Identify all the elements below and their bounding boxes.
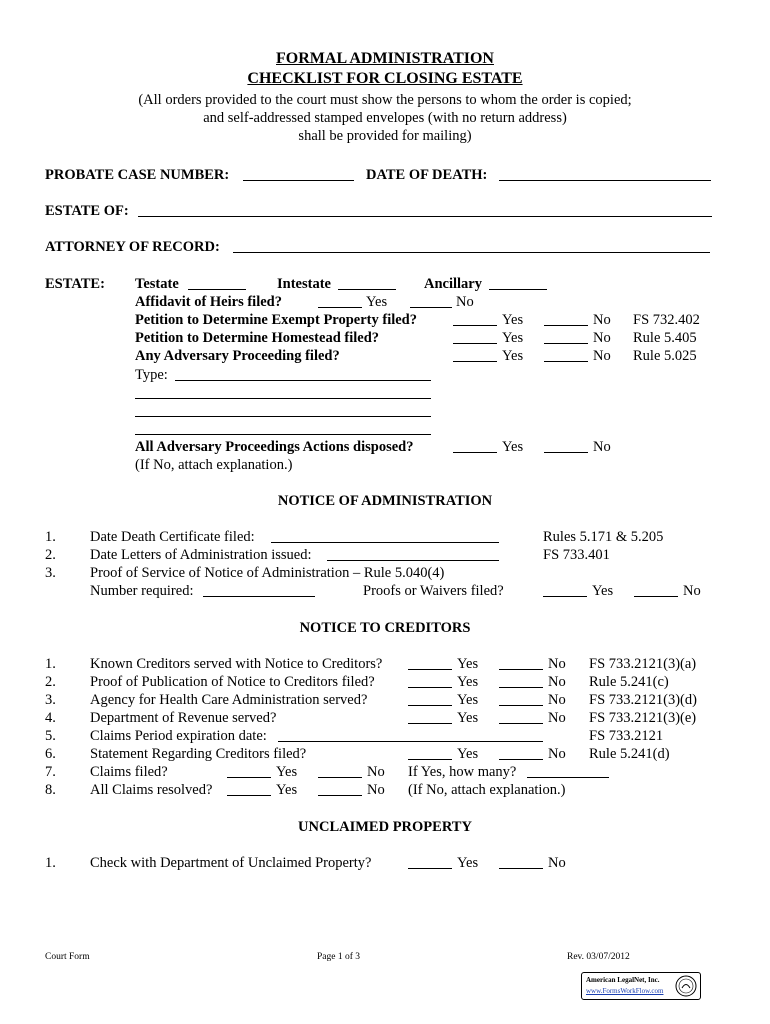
attorney-field[interactable] xyxy=(233,252,710,253)
death-certificate-date-field[interactable] xyxy=(271,542,499,543)
logo-company: American LegalNet, Inc. xyxy=(586,976,660,984)
instructions-line-3: shall be provided for mailing) xyxy=(298,128,472,144)
creditor-yes-field[interactable] xyxy=(408,759,452,760)
ancillary-label: Ancillary xyxy=(424,276,482,292)
homestead-no-label: No xyxy=(593,330,611,346)
adversary-ref: Rule 5.025 xyxy=(633,348,697,364)
creditor-yes-field[interactable] xyxy=(408,723,452,724)
affidavit-no-field[interactable] xyxy=(410,307,452,308)
creditor-yes-label: Yes xyxy=(457,710,479,726)
disposed-label: All Adversary Proceedings Actions disposed? xyxy=(135,439,414,455)
estate-of-field[interactable] xyxy=(138,216,712,217)
admin-num-1: 1. xyxy=(45,529,56,545)
adversary-label: Any Adversary Proceeding filed? xyxy=(135,348,340,364)
admin-num-3: 3. xyxy=(45,565,56,581)
unclaimed-text: Check with Department of Unclaimed Property? xyxy=(90,855,372,871)
creditor-num: 6. xyxy=(45,746,56,762)
instructions-line-1: (All orders provided to the court must show the persons to whom the order is copied; xyxy=(138,92,632,108)
creditor-ref: Rule 5.241(d) xyxy=(589,746,670,762)
creditor-yes-field[interactable] xyxy=(408,669,452,670)
type-field-3[interactable] xyxy=(135,416,431,417)
disposed-note: (If No, attach explanation.) xyxy=(135,457,293,473)
creditor-ref: FS 733.2121 xyxy=(589,728,664,744)
affidavit-no-label: No xyxy=(456,294,474,310)
creditor-ref: Rule 5.241(c) xyxy=(589,674,669,690)
admin-num-2: 2. xyxy=(45,547,56,563)
exempt-no-label: No xyxy=(593,312,611,328)
logo-url[interactable]: www.FormsWorkFlow.com xyxy=(586,987,664,995)
disposed-no-field[interactable] xyxy=(544,452,588,453)
footer-rev: Rev. 03/07/2012 xyxy=(567,952,630,962)
creditor-yes-label: Yes xyxy=(457,656,479,672)
admin-ref-2: FS 733.401 xyxy=(543,547,610,563)
creditor-yes-label: Yes xyxy=(276,782,298,798)
creditor-item-text: Known Creditors served with Notice to Creditors? xyxy=(90,656,383,672)
unclaimed-heading: UNCLAIMED PROPERTY xyxy=(298,819,472,835)
affidavit-yes-label: Yes xyxy=(366,294,388,310)
disposed-yes-label: Yes xyxy=(502,439,524,455)
estate-label: ESTATE: xyxy=(45,276,105,292)
creditor-item-text: Statement Regarding Creditors filed? xyxy=(90,746,307,762)
seal-icon xyxy=(675,975,697,997)
form-subtitle: CHECKLIST FOR CLOSING ESTATE xyxy=(247,70,523,87)
creditor-no-label: No xyxy=(548,656,566,672)
footer-left: Court Form xyxy=(45,952,90,962)
homestead-yes-label: Yes xyxy=(502,330,524,346)
notice-creditors-heading: NOTICE TO CREDITORS xyxy=(299,620,471,636)
creditor-yes-field[interactable] xyxy=(408,687,452,688)
adversary-no-label: No xyxy=(593,348,611,364)
case-number-field[interactable] xyxy=(243,180,354,181)
creditor-ref: FS 733.2121(3)(e) xyxy=(589,710,697,726)
creditor-item-text: Department of Revenue served? xyxy=(90,710,277,726)
creditor-item-text: Agency for Health Care Administration served? xyxy=(90,692,368,708)
creditor-yes-field[interactable] xyxy=(227,795,271,796)
homestead-no-field[interactable] xyxy=(544,343,588,344)
exempt-no-field[interactable] xyxy=(544,325,588,326)
creditor-no-field[interactable] xyxy=(499,723,543,724)
creditor-no-field[interactable] xyxy=(499,687,543,688)
creditor-num: 5. xyxy=(45,728,56,744)
case-number-label: PROBATE CASE NUMBER: xyxy=(45,167,230,183)
creditor-yes-field[interactable] xyxy=(227,777,271,778)
creditor-item-text: Claims Period expiration date: xyxy=(90,728,267,744)
creditor-num: 3. xyxy=(45,692,56,708)
date-of-death-label: DATE OF DEATH: xyxy=(366,167,488,183)
proofs-label: Proofs or Waivers filed? xyxy=(363,583,504,599)
creditor-no-label: No xyxy=(548,674,566,690)
admin-item-1: Date Death Certificate filed: xyxy=(90,529,255,545)
type-label: Type: xyxy=(135,367,168,383)
unclaimed-no-field[interactable] xyxy=(499,868,543,869)
creditor-no-field[interactable] xyxy=(499,759,543,760)
disposed-no-label: No xyxy=(593,439,611,455)
affidavit-label: Affidavit of Heirs filed? xyxy=(135,294,282,310)
proofs-yes-label: Yes xyxy=(592,583,614,599)
creditor-no-label: No xyxy=(548,746,566,762)
creditor-no-label: No xyxy=(548,692,566,708)
exempt-ref: FS 732.402 xyxy=(633,312,700,328)
creditor-yes-label: Yes xyxy=(457,746,479,762)
creditor-ref: FS 733.2121(3)(a) xyxy=(589,656,697,672)
creditor-num: 7. xyxy=(45,764,56,780)
creditor-num: 4. xyxy=(45,710,56,726)
creditor-item-text: Claims filed? xyxy=(90,764,168,780)
number-required-label: Number required: xyxy=(90,583,194,599)
unclaimed-yes-label: Yes xyxy=(457,855,479,871)
claims-expiration-field[interactable] xyxy=(278,741,543,742)
exempt-yes-label: Yes xyxy=(502,312,524,328)
type-field-4[interactable] xyxy=(135,434,431,435)
creditor-no-field[interactable] xyxy=(499,705,543,706)
admin-item-2: Date Letters of Administration issued: xyxy=(90,547,312,563)
letters-date-field[interactable] xyxy=(327,560,499,561)
proofs-no-field[interactable] xyxy=(634,596,678,597)
unclaimed-no-label: No xyxy=(548,855,566,871)
type-field-1[interactable] xyxy=(175,380,431,381)
creditor-item-text: Proof of Publication of Notice to Creditors filed? xyxy=(90,674,375,690)
unclaimed-yes-field[interactable] xyxy=(408,868,452,869)
homestead-label: Petition to Determine Homestead filed? xyxy=(135,330,380,346)
how-many-label: If Yes, how many? xyxy=(408,764,517,780)
disposed-yes-field[interactable] xyxy=(453,452,497,453)
creditor-no-field[interactable] xyxy=(318,795,362,796)
attorney-label: ATTORNEY OF RECORD: xyxy=(45,239,220,255)
creditor-num: 1. xyxy=(45,656,56,672)
adversary-yes-label: Yes xyxy=(502,348,524,364)
creditor-ref: FS 733.2121(3)(d) xyxy=(589,692,697,708)
creditor-item-text: All Claims resolved? xyxy=(90,782,213,798)
creditor-yes-label: Yes xyxy=(276,764,298,780)
creditor-no-label: No xyxy=(367,782,385,798)
adversary-no-field[interactable] xyxy=(544,361,588,362)
date-of-death-field[interactable] xyxy=(499,180,711,181)
homestead-yes-field[interactable] xyxy=(453,343,497,344)
number-required-field[interactable] xyxy=(203,596,315,597)
type-field-2[interactable] xyxy=(135,398,431,399)
homestead-ref: Rule 5.405 xyxy=(633,330,697,346)
intestate-field[interactable] xyxy=(338,289,396,290)
creditor-no-field[interactable] xyxy=(499,669,543,670)
creditor-num: 2. xyxy=(45,674,56,690)
creditor-no-label: No xyxy=(367,764,385,780)
creditor-num: 8. xyxy=(45,782,56,798)
adversary-yes-field[interactable] xyxy=(453,361,497,362)
notice-admin-heading: NOTICE OF ADMINISTRATION xyxy=(277,493,493,509)
admin-item-3: Proof of Service of Notice of Administration – Rule 5.040(4) xyxy=(90,565,445,581)
proofs-yes-field[interactable] xyxy=(543,596,587,597)
estate-of-label: ESTATE OF: xyxy=(45,203,129,219)
testate-field[interactable] xyxy=(188,289,246,290)
form-title: FORMAL ADMINISTRATION xyxy=(276,50,494,67)
footer-page: Page 1 of 3 xyxy=(317,952,361,962)
creditor-yes-label: Yes xyxy=(457,692,479,708)
publisher-logo xyxy=(581,972,701,1000)
how-many-field[interactable] xyxy=(527,777,609,778)
creditor-yes-label: Yes xyxy=(457,674,479,690)
intestate-label: Intestate xyxy=(277,276,331,292)
claims-attach-note: (If No, attach explanation.) xyxy=(408,782,566,798)
creditor-no-label: No xyxy=(548,710,566,726)
creditor-yes-field[interactable] xyxy=(408,705,452,706)
exempt-label: Petition to Determine Exempt Property filed? xyxy=(135,312,417,328)
instructions-line-2: and self-addressed stamped envelopes (with no return address) xyxy=(203,110,567,126)
unclaimed-num: 1. xyxy=(45,855,56,871)
affidavit-yes-field[interactable] xyxy=(318,307,362,308)
ancillary-field[interactable] xyxy=(489,289,547,290)
proofs-no-label: No xyxy=(683,583,701,599)
exempt-yes-field[interactable] xyxy=(453,325,497,326)
creditor-no-field[interactable] xyxy=(318,777,362,778)
admin-ref-1: Rules 5.171 & 5.205 xyxy=(543,529,664,545)
testate-label: Testate xyxy=(135,276,179,292)
